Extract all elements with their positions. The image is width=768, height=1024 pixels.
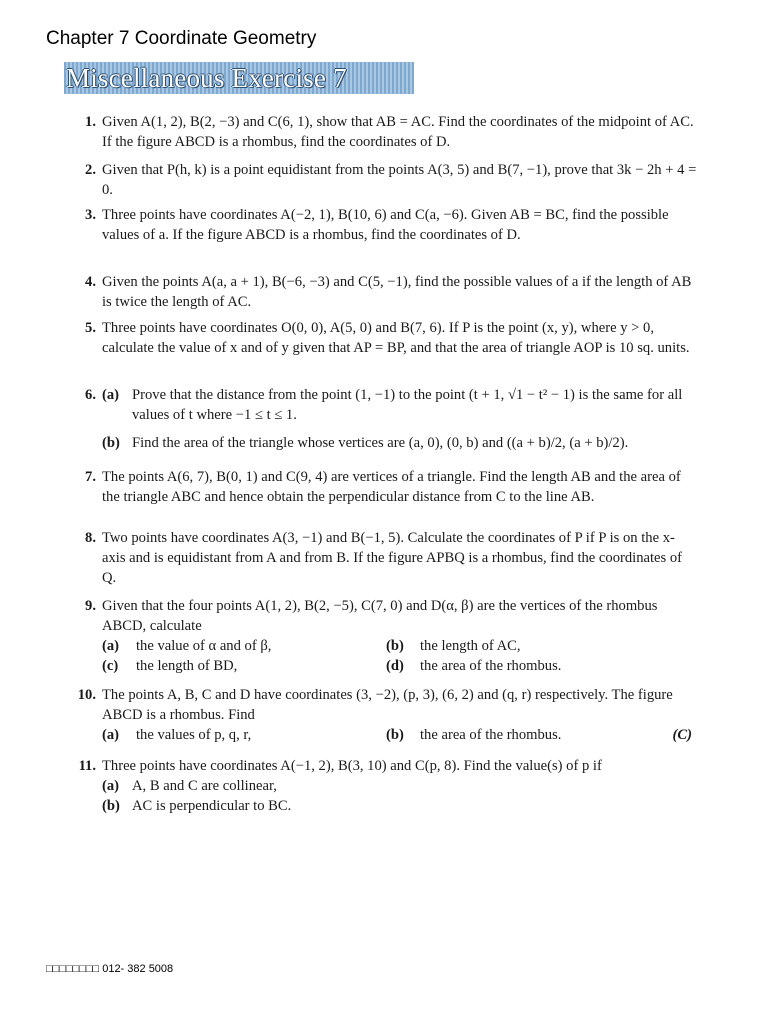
banner-title: Miscellaneous Exercise 7 [66, 63, 347, 93]
exercise-6 [66, 385, 698, 453]
exercise-text: Three points have coordinates O(0, 0), A(5, 0) and B(7, 6). If P is the point (x, y), where y > 0, calculate the value of x and of y given that AP = BP, and that the area of triangle AOP is 10 sq. units. [102, 320, 690, 356]
exercise-number: 4. [85, 274, 96, 290]
exercise-11 [66, 756, 698, 816]
exercise-part [102, 656, 386, 676]
part-label: (b) [102, 435, 120, 451]
part-label: (a) [102, 778, 120, 794]
exercise-number: 7. [85, 469, 96, 485]
exercise-part [102, 776, 698, 796]
part-text: Find the area of the triangle whose vertices are (a, 0), (0, b) and ((a + b)/2, (a + b)/2). [132, 435, 629, 451]
exercise-banner [64, 62, 414, 94]
exercise-text: Three points have coordinates A(−1, 2), B(3, 10) and C(p, 8). Find the value(s) of p if [102, 758, 602, 774]
exercise-part [102, 433, 698, 453]
part-text: the area of the rhombus. [420, 727, 562, 743]
exercise-number: 10. [77, 687, 96, 703]
exercise-9 [66, 596, 698, 676]
part-label: (a) [102, 727, 120, 743]
part-text: the value of α and of β, [136, 638, 272, 654]
exercise-text: Two points have coordinates A(3, −1) and B(−1, 5). Calculate the coordinates of P if P is on the x-axis and is equidistant from A and from B. If the figure APBQ is a rhombus, find the coordinates of Q. [102, 530, 683, 586]
exercise-10 [66, 685, 698, 745]
exercise-text: Given A(1, 2), B(2, −3) and C(6, 1), show that AB = AC. Find the coordinates of the midpoint of AC. If the figure ABCD is a rhombus, find the coordinates of D. [102, 114, 694, 150]
exercise-part [386, 636, 698, 656]
part-label: (c) [102, 658, 119, 674]
part-label: (a) [102, 387, 120, 403]
exercise-part [102, 796, 698, 816]
exercise-part [102, 636, 386, 656]
exercise-2 [66, 160, 698, 200]
exercise-7 [66, 467, 698, 507]
exercise-number: 8. [85, 530, 96, 546]
exercise-number: 3. [85, 207, 96, 223]
exercise-4 [66, 272, 698, 312]
exercise-number: 6. [85, 387, 96, 403]
part-text: the area of the rhombus. [420, 658, 562, 674]
part-text: Prove that the distance from the point (1, −1) to the point (t + 1, √1 − t² − 1) is the same for all values of t where −1 ≤ t ≤ 1. [132, 387, 683, 423]
exercise-text: Given that P(h, k) is a point equidistant from the points A(3, 5) and B(7, −1), prove that 3k − 2h + 4 = 0. [102, 162, 697, 198]
exercise-text: Three points have coordinates A(−2, 1), B(10, 6) and C(a, −6). Given AB = BC, find the possible values of a. If the figure ABCD is a rhombus, find the coordinates of D. [102, 207, 669, 243]
exercise-text: The points A(6, 7), B(0, 1) and C(9, 4) are vertices of a triangle. Find the length AB and the area of the triangle ABC and hence obtain the perpendicular distance from C to the line AB. [102, 469, 681, 505]
exercise-text: Given that the four points A(1, 2), B(2, −5), C(7, 0) and D(α, β) are the vertices of the rhombus ABCD, calculate [102, 598, 658, 634]
exercise-text: The points A, B, C and D have coordinates (3, −2), (p, 3), (6, 2) and (q, r) respectively. The figure ABCD is a rhombus. Find [102, 687, 673, 723]
exercise-number: 11. [78, 758, 96, 774]
exercise-8 [66, 528, 698, 588]
exercise-part [102, 385, 698, 425]
exercise-number: 1. [85, 114, 96, 130]
part-text: the values of p, q, r, [136, 727, 252, 743]
footer-contact: □□□□□□□□ 012- 382 5008 [46, 963, 174, 975]
source-tag: (C) [672, 727, 692, 743]
exercise-1 [66, 112, 698, 152]
part-text: the length of BD, [136, 658, 238, 674]
exercise-number: 5. [85, 320, 96, 336]
exercise-number: 2. [85, 162, 96, 178]
part-text: A, B and C are collinear, [132, 778, 277, 794]
part-label: (b) [102, 798, 120, 814]
exercise-number: 9. [85, 598, 96, 614]
exercise-3 [66, 205, 698, 245]
chapter-title: Chapter 7 Coordinate Geometry [46, 28, 317, 49]
part-label: (b) [386, 638, 404, 654]
exercise-part [102, 725, 386, 745]
part-label: (d) [386, 658, 404, 674]
part-text: the length of AC, [420, 638, 521, 654]
part-label: (b) [386, 727, 404, 743]
exercise-part [386, 656, 698, 676]
part-label: (a) [102, 638, 120, 654]
exercise-text: Given the points A(a, a + 1), B(−6, −3) and C(5, −1), find the possible values of a if the length of AB is twice the length of AC. [102, 274, 692, 310]
exercise-part [386, 725, 698, 745]
part-text: AC is perpendicular to BC. [132, 798, 292, 814]
exercise-5 [66, 318, 698, 358]
